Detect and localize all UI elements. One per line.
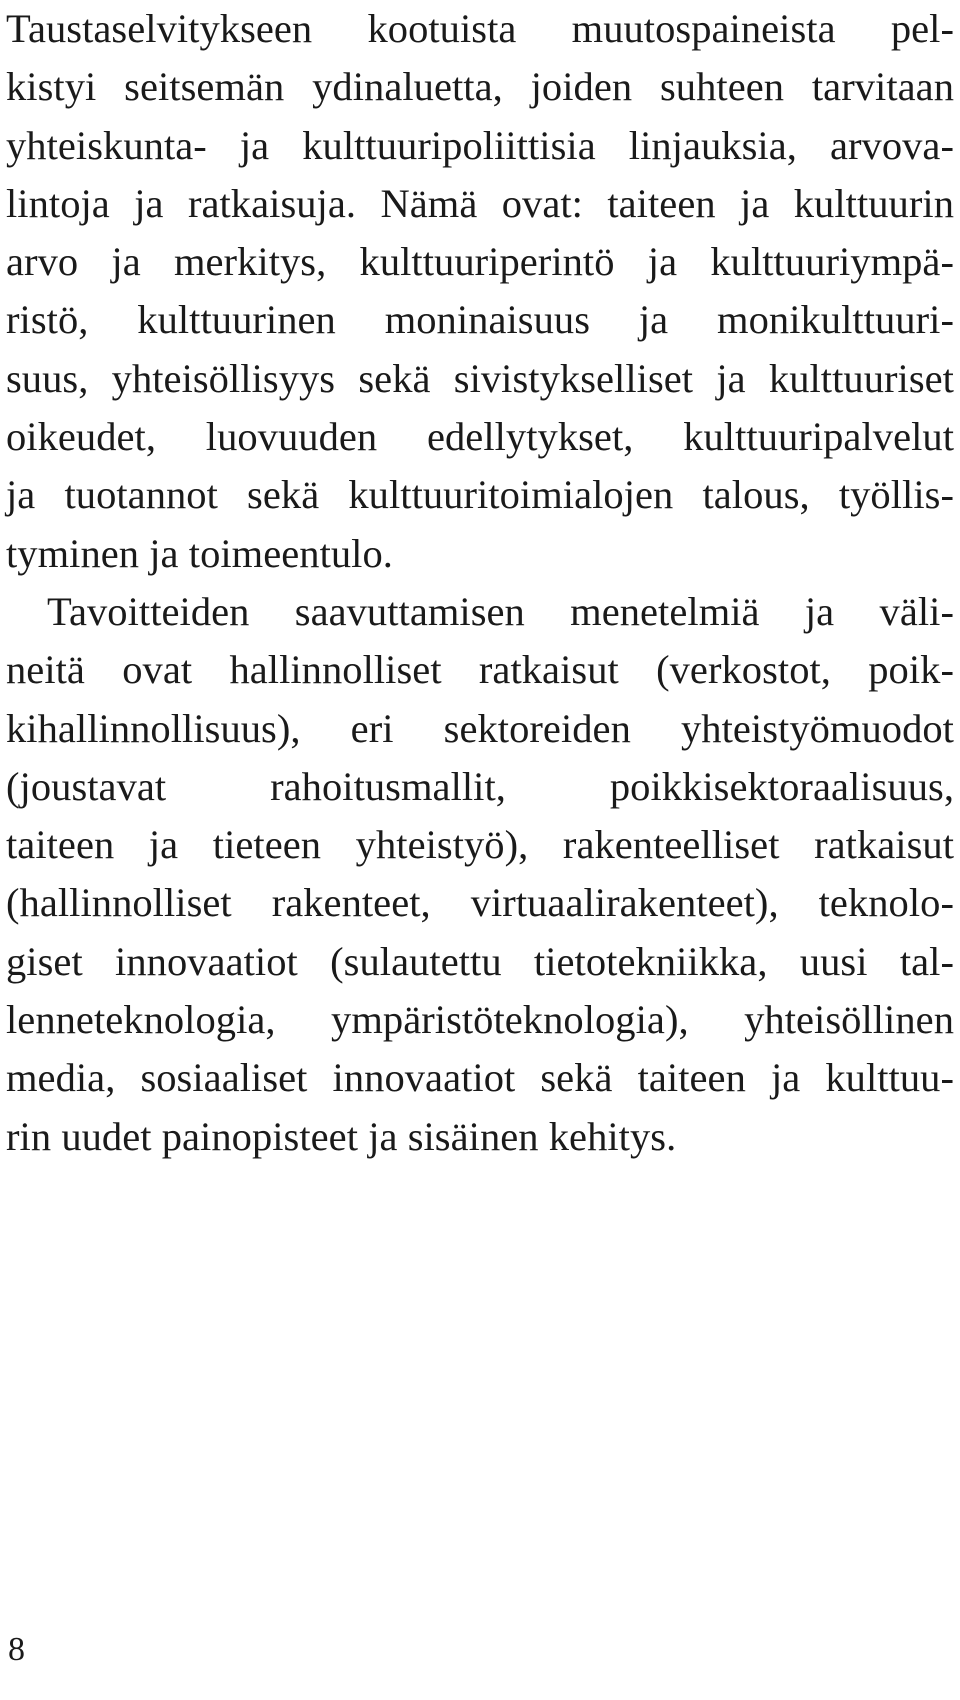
paragraph-line: suus, yhteisöllisyys sekä sivistykselliset ja kulttuuriset <box>6 355 954 401</box>
paragraph-line: lintoja ja ratkaisuja. Nämä ovat: taiteen ja kulttuurin <box>6 180 954 226</box>
paragraph-line: arvo ja merkitys, kulttuuriperintö ja kulttuuriympä- <box>6 239 954 285</box>
page-number: 8 <box>8 1631 25 1668</box>
paragraph-line: rin uudet painopisteet ja sisäinen kehitys. <box>6 1113 677 1159</box>
paragraph-2 <box>6 583 954 1166</box>
paragraph-line: (joustavat rahoitusmallit, poikkisektoraalisuus, <box>6 763 954 809</box>
body-text <box>6 0 954 1166</box>
paragraph-line: tyminen ja toimeentulo. <box>6 530 393 576</box>
paragraph-line: taiteen ja tieteen yhteistyö), rakenteelliset ratkaisut <box>6 822 954 868</box>
paragraph-line: media, sosiaaliset innovaatiot sekä taiteen ja kulttuu- <box>6 1055 954 1101</box>
paragraph-line: (hallinnolliset rakenteet, virtuaalirakenteet), teknolo- <box>6 880 954 926</box>
paragraph-line: ristö, kulttuurinen moninaisuus ja monikulttuuri- <box>6 297 954 343</box>
paragraph-line: giset innovaatiot (sulautettu tietotekniikka, uusi tal- <box>6 938 954 984</box>
paragraph-line: Tavoitteiden saavuttamisen menetelmiä ja väli- <box>47 588 954 634</box>
paragraph-line: kistyi seitsemän ydinaluetta, joiden suhteen tarvitaan <box>6 64 954 110</box>
paragraph-line: Taustaselvitykseen kootuista muutospaineista pel- <box>6 6 954 51</box>
paragraph-line: kihallinnollisuus), eri sektoreiden yhteistyömuodot <box>6 705 954 751</box>
paragraph-line: yhteiskunta- ja kulttuuripoliittisia linjauksia, arvova- <box>6 122 954 168</box>
paragraph-line: neitä ovat hallinnolliset ratkaisut (verkostot, poik- <box>6 647 954 693</box>
paragraph-line: lenneteknologia, ympäristöteknologia), yhteisöllinen <box>6 997 954 1043</box>
paragraph-1 <box>6 0 954 583</box>
paragraph-line: oikeudet, luovuuden edellytykset, kulttuuripalvelut <box>6 414 954 460</box>
paragraph-line: ja tuotannot sekä kulttuuritoimialojen talous, työllis- <box>6 472 954 518</box>
